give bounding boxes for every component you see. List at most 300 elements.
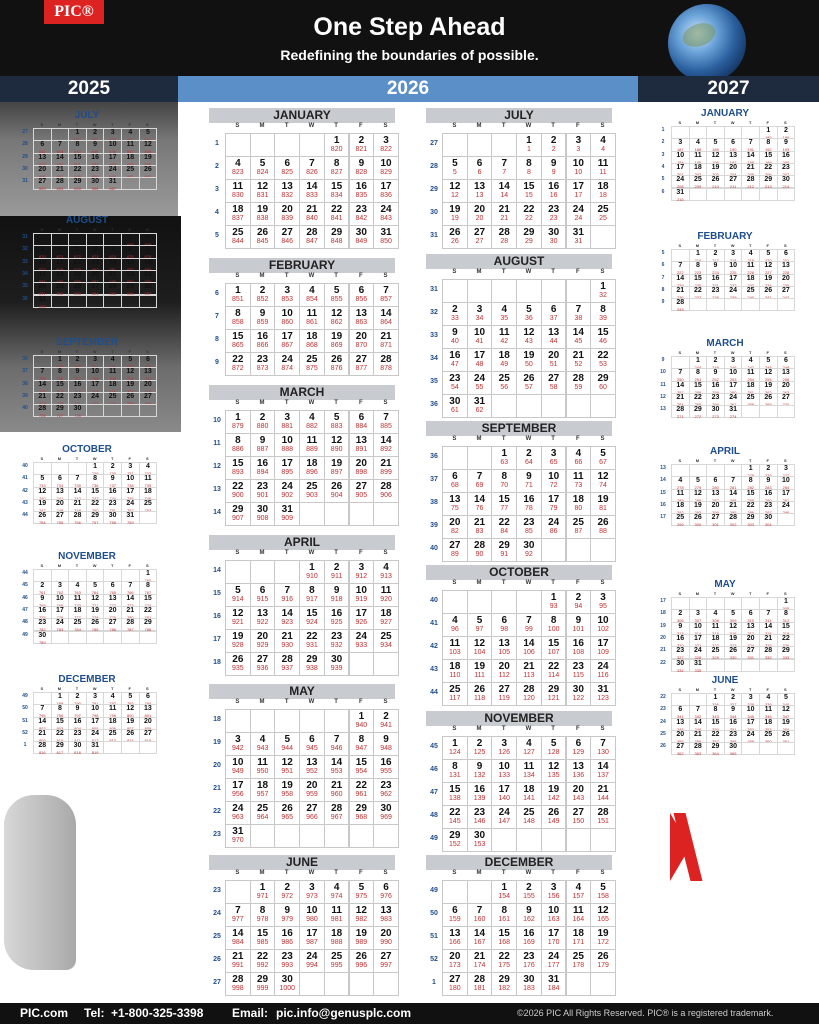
day-cell bbox=[491, 759, 517, 783]
day-cell bbox=[373, 824, 399, 848]
julian-day: 46 bbox=[599, 338, 607, 345]
weekday-header: S bbox=[452, 580, 457, 586]
day-number: 21 bbox=[498, 204, 510, 215]
day-cell bbox=[139, 245, 158, 258]
julian-day: 28 bbox=[500, 238, 509, 245]
day-number: 9 bbox=[383, 734, 389, 745]
day-cell bbox=[706, 464, 725, 477]
day-cell bbox=[759, 742, 778, 755]
day-cell bbox=[33, 282, 52, 295]
day-cell bbox=[103, 729, 122, 742]
day-cell bbox=[274, 903, 300, 927]
day-cell bbox=[274, 560, 300, 584]
julian-day: 142 bbox=[547, 795, 560, 802]
month-title: JANUARY bbox=[209, 108, 395, 123]
footer-tel[interactable]: +1-800-325-3398 bbox=[111, 1006, 204, 1020]
day-cell bbox=[121, 462, 140, 475]
weekday-header: F bbox=[358, 123, 363, 129]
julian-day: 139 bbox=[473, 795, 486, 802]
julian-day: 706 bbox=[56, 376, 64, 382]
julian-day: 884 bbox=[355, 423, 368, 430]
day-cell bbox=[250, 801, 276, 825]
day-cell bbox=[33, 153, 52, 166]
julian-day: 687 bbox=[91, 278, 99, 284]
julian-day: 170 bbox=[547, 939, 560, 946]
julian-day: 15 bbox=[525, 192, 533, 199]
julian-day: 97 bbox=[475, 626, 484, 633]
day-cell bbox=[516, 225, 542, 249]
weekday-header: S bbox=[235, 400, 240, 406]
day-cell bbox=[467, 302, 493, 326]
day-cell bbox=[68, 140, 87, 153]
julian-day: 747 bbox=[38, 507, 46, 513]
day-cell bbox=[33, 270, 52, 283]
day-number: 18 bbox=[143, 487, 152, 495]
month-title: MARCH bbox=[209, 385, 395, 400]
julian-day: 998 bbox=[232, 985, 244, 992]
day-cell bbox=[68, 367, 87, 380]
day-cell bbox=[324, 652, 350, 676]
julian-day: 949 bbox=[232, 768, 244, 775]
weekday-header: T bbox=[748, 687, 752, 692]
day-number: 25 bbox=[746, 393, 755, 401]
julian-day: 812 bbox=[91, 737, 99, 743]
julian-day: 755 bbox=[56, 520, 64, 526]
julian-day: 360 bbox=[764, 738, 772, 744]
day-number: 21 bbox=[55, 165, 64, 173]
julian-day: 309 bbox=[729, 618, 737, 624]
day-cell bbox=[467, 492, 493, 516]
day-number: 7 bbox=[235, 905, 241, 916]
julian-day: 853 bbox=[281, 296, 294, 303]
day-cell bbox=[86, 128, 105, 141]
julian-day: 659 bbox=[91, 173, 99, 179]
day-cell bbox=[103, 295, 122, 308]
day-cell bbox=[467, 903, 493, 927]
julian-day: 326 bbox=[782, 642, 790, 648]
day-number: 5 bbox=[333, 412, 340, 423]
julian-day: 771 bbox=[91, 602, 99, 608]
day-cell bbox=[671, 126, 690, 139]
day-number: 18 bbox=[572, 928, 584, 939]
day-cell bbox=[724, 489, 743, 502]
day-number: 3 bbox=[600, 592, 606, 603]
day-cell bbox=[516, 880, 542, 904]
julian-day: 813 bbox=[109, 737, 117, 743]
year-2026-label: 2026 bbox=[178, 76, 638, 102]
day-cell bbox=[777, 609, 796, 622]
day-number: 12 bbox=[38, 487, 47, 495]
julian-day: 876 bbox=[330, 365, 343, 372]
day-cell bbox=[86, 367, 105, 380]
footer-email[interactable]: pic.info@genusplc.com bbox=[276, 1006, 412, 1020]
julian-day: 722 bbox=[91, 400, 99, 406]
weekday-header: M bbox=[259, 400, 265, 406]
weekday-header: F bbox=[128, 227, 131, 232]
day-number: 18 bbox=[55, 270, 64, 278]
day-cell bbox=[491, 279, 517, 303]
day-cell bbox=[349, 801, 375, 825]
julian-day: 820 bbox=[330, 146, 343, 153]
julian-day: 123 bbox=[597, 695, 609, 702]
julian-day: 207 bbox=[782, 171, 790, 177]
julian-day: 150 bbox=[572, 818, 585, 825]
day-cell bbox=[274, 502, 300, 526]
day-number: 1 bbox=[695, 250, 700, 257]
day-number: 10 bbox=[473, 327, 486, 338]
day-number: 7 bbox=[695, 706, 700, 714]
julian-day: 665 bbox=[74, 186, 81, 192]
day-number: 29 bbox=[55, 405, 64, 413]
julian-day: 228 bbox=[782, 270, 790, 276]
earth-image bbox=[668, 4, 746, 76]
day-number: 7 bbox=[526, 615, 532, 626]
week-number: 29 bbox=[430, 185, 438, 193]
day-cell bbox=[324, 629, 350, 653]
day-cell bbox=[777, 163, 796, 176]
julian-day: 993 bbox=[281, 962, 294, 969]
footer-site-link[interactable]: PIC.com bbox=[20, 1006, 69, 1020]
day-cell bbox=[299, 629, 325, 653]
julian-day: 824 bbox=[256, 169, 269, 176]
day-number: 3 bbox=[110, 129, 115, 136]
weekday-header: S bbox=[383, 400, 388, 406]
day-cell bbox=[349, 156, 375, 180]
day-cell bbox=[86, 177, 105, 190]
day-number: 17 bbox=[55, 606, 64, 614]
day-cell bbox=[741, 705, 760, 718]
day-number: 10 bbox=[729, 369, 737, 377]
julian-day: 25 bbox=[599, 215, 607, 222]
day-cell bbox=[491, 348, 517, 372]
julian-day: 941 bbox=[380, 722, 392, 729]
day-cell bbox=[373, 880, 399, 904]
day-number: 18 bbox=[306, 458, 318, 469]
day-cell bbox=[516, 394, 542, 418]
day-cell bbox=[33, 355, 52, 368]
julian-day: 6 bbox=[477, 169, 482, 176]
day-cell bbox=[706, 175, 725, 188]
day-number: 2 bbox=[333, 562, 340, 573]
julian-day: 96 bbox=[450, 626, 459, 633]
weekday-header: M bbox=[259, 273, 265, 279]
julian-day: 322 bbox=[712, 642, 719, 648]
performance-script: Performance. bbox=[716, 865, 771, 876]
day-cell bbox=[250, 560, 276, 584]
weekday-header: T bbox=[501, 269, 506, 275]
day-cell bbox=[51, 487, 70, 500]
month-title: JULY bbox=[426, 108, 612, 123]
day-cell bbox=[274, 133, 300, 157]
day-cell bbox=[103, 511, 122, 524]
day-cell bbox=[51, 404, 70, 417]
weekday-header: M bbox=[57, 122, 62, 127]
julian-day: 226 bbox=[747, 270, 755, 276]
day-number: 13 bbox=[548, 327, 560, 338]
day-number: 23 bbox=[108, 499, 117, 507]
day-cell bbox=[706, 609, 725, 622]
julian-day: 808 bbox=[144, 725, 152, 731]
day-cell bbox=[724, 609, 743, 622]
day-cell bbox=[759, 188, 778, 201]
julian-day: 733 bbox=[38, 483, 46, 489]
week-number: 44 bbox=[22, 570, 28, 577]
day-number: 12 bbox=[73, 258, 82, 266]
day-number: 12 bbox=[711, 151, 720, 159]
week-number: 51 bbox=[22, 717, 28, 724]
julian-day: 705 bbox=[38, 376, 46, 382]
day-cell bbox=[724, 501, 743, 514]
day-number: 8 bbox=[57, 368, 62, 376]
julian-day: 788 bbox=[144, 627, 152, 633]
day-cell bbox=[566, 279, 592, 303]
weekday-header: F bbox=[128, 686, 131, 691]
day-number: 19 bbox=[331, 331, 343, 342]
day-number: 30 bbox=[572, 684, 584, 695]
day-number: 19 bbox=[597, 494, 609, 505]
day-number: 27 bbox=[781, 393, 790, 401]
day-cell bbox=[671, 718, 690, 731]
day-cell bbox=[86, 692, 105, 705]
month-title: MAY bbox=[714, 579, 736, 590]
day-number: 13 bbox=[781, 262, 790, 270]
day-number: 24 bbox=[548, 517, 560, 528]
day-number: 9 bbox=[145, 246, 150, 254]
day-number: 23 bbox=[380, 780, 392, 791]
day-cell bbox=[467, 682, 493, 706]
day-number: 16 bbox=[108, 487, 117, 495]
footer-copyright: ©2026 PIC All Rights Reserved. PIC® is a registered trademark. bbox=[517, 1008, 774, 1018]
day-number: 28 bbox=[473, 974, 486, 985]
julian-day: 717 bbox=[126, 388, 134, 394]
julian-day: 894 bbox=[256, 469, 269, 476]
day-cell bbox=[225, 456, 251, 480]
julian-day: 653 bbox=[109, 161, 117, 167]
day-cell bbox=[706, 151, 725, 164]
week-number: 5 bbox=[661, 250, 665, 257]
day-cell bbox=[349, 560, 375, 584]
day-number: 13 bbox=[449, 928, 461, 939]
day-number: 7 bbox=[501, 158, 508, 169]
day-cell bbox=[274, 606, 300, 630]
day-number: 6 bbox=[358, 412, 365, 423]
julian-day: 913 bbox=[380, 573, 392, 580]
day-cell bbox=[741, 476, 760, 489]
day-cell bbox=[324, 583, 350, 607]
day-cell bbox=[541, 156, 567, 180]
day-number: 25 bbox=[232, 227, 244, 238]
day-cell bbox=[349, 755, 375, 779]
day-cell bbox=[566, 492, 592, 516]
weekday-header: T bbox=[713, 458, 717, 463]
day-number: 3 bbox=[57, 582, 62, 590]
day-number: 30 bbox=[256, 504, 269, 515]
julian-day: 91 bbox=[500, 551, 509, 558]
day-number: 10 bbox=[91, 705, 99, 713]
week-number: 47 bbox=[22, 607, 28, 614]
day-cell bbox=[467, 515, 493, 539]
day-number: 3 bbox=[550, 882, 557, 893]
julian-day: 8 bbox=[526, 169, 531, 176]
day-number: 26 bbox=[38, 512, 47, 520]
julian-day: 931 bbox=[306, 642, 318, 649]
julian-day: 769 bbox=[56, 602, 64, 608]
day-cell bbox=[373, 179, 399, 203]
day-cell bbox=[299, 583, 325, 607]
julian-day: 842 bbox=[355, 215, 368, 222]
day-cell bbox=[491, 782, 517, 806]
day-cell bbox=[724, 274, 743, 287]
week-number: 10 bbox=[213, 416, 221, 424]
julian-day: 337 bbox=[729, 702, 737, 707]
day-cell bbox=[86, 581, 105, 594]
day-cell bbox=[225, 880, 251, 904]
week-number: 8 bbox=[661, 287, 665, 294]
weekday-header: S bbox=[452, 436, 457, 442]
julian-day: 294 bbox=[712, 509, 719, 515]
day-cell bbox=[689, 249, 708, 262]
day-cell bbox=[121, 367, 140, 380]
weekday-header: W bbox=[730, 458, 735, 463]
julian-day: 352 bbox=[747, 726, 755, 732]
julian-day: 915 bbox=[256, 596, 269, 603]
day-number: 18 bbox=[126, 153, 135, 161]
julian-day: 127 bbox=[523, 749, 535, 756]
week-number: 3 bbox=[215, 185, 219, 193]
day-number: 21 bbox=[380, 331, 392, 342]
day-number: 26 bbox=[781, 730, 790, 738]
day-cell bbox=[274, 824, 300, 848]
day-cell bbox=[373, 949, 399, 973]
julian-day: 104 bbox=[473, 649, 486, 656]
day-number: 15 bbox=[498, 494, 510, 505]
day-cell bbox=[324, 225, 350, 249]
day-cell bbox=[121, 618, 140, 631]
julian-day: 299 bbox=[676, 522, 684, 528]
day-cell bbox=[671, 634, 690, 647]
julian-day: 754 bbox=[38, 520, 46, 526]
day-cell bbox=[121, 165, 140, 178]
julian-day: 651 bbox=[74, 161, 81, 167]
day-number: 28 bbox=[38, 405, 47, 413]
day-number: 4 bbox=[766, 694, 771, 701]
day-number: 6 bbox=[452, 905, 458, 916]
day-cell bbox=[349, 583, 375, 607]
weekday-header: F bbox=[575, 436, 580, 442]
julian-day: 935 bbox=[232, 665, 244, 672]
day-number: 17 bbox=[729, 274, 737, 282]
day-number: 8 bbox=[235, 435, 241, 446]
day-number: 6 bbox=[731, 139, 736, 147]
julian-day: 764 bbox=[91, 590, 99, 596]
day-number: 12 bbox=[473, 638, 486, 649]
day-cell bbox=[139, 270, 158, 283]
weekday-header: M bbox=[476, 269, 482, 275]
julian-day: 865 bbox=[232, 342, 244, 349]
day-number: 16 bbox=[355, 181, 367, 192]
julian-day: 658 bbox=[74, 173, 81, 179]
day-cell bbox=[442, 805, 468, 829]
day-cell bbox=[299, 880, 325, 904]
day-cell bbox=[274, 583, 300, 607]
day-number: 22 bbox=[523, 204, 535, 215]
day-cell bbox=[590, 659, 616, 683]
day-cell bbox=[491, 394, 517, 418]
weekday-header: S bbox=[678, 591, 682, 596]
julian-day: 183 bbox=[523, 985, 535, 992]
day-number: 5 bbox=[358, 882, 365, 893]
day-number: 2 bbox=[783, 127, 788, 134]
day-number: 8 bbox=[309, 585, 315, 596]
julian-day: 361 bbox=[782, 738, 790, 744]
day-number: 14 bbox=[38, 717, 47, 725]
day-number: 25 bbox=[498, 373, 510, 384]
julian-day: 33 bbox=[450, 315, 459, 322]
day-cell bbox=[741, 489, 760, 502]
day-number: 25 bbox=[126, 165, 135, 173]
day-number: 3 bbox=[678, 139, 683, 147]
day-number: 18 bbox=[523, 784, 535, 795]
julian-day: 896 bbox=[306, 469, 318, 476]
day-number: 14 bbox=[232, 928, 244, 939]
week-number: 25 bbox=[660, 731, 666, 738]
weekday-header: T bbox=[334, 400, 338, 406]
day-cell bbox=[349, 949, 375, 973]
julian-day: 759 bbox=[126, 520, 134, 526]
julian-day: 14 bbox=[500, 192, 509, 199]
julian-day: 698 bbox=[38, 303, 46, 309]
weekday-header: S bbox=[146, 563, 149, 568]
day-cell bbox=[442, 736, 468, 760]
day-number: 9 bbox=[731, 706, 736, 714]
day-cell bbox=[442, 302, 468, 326]
day-number: 11 bbox=[126, 141, 134, 149]
julian-day: 74 bbox=[599, 482, 607, 489]
day-number: 1 bbox=[57, 356, 62, 363]
day-cell bbox=[103, 606, 122, 619]
day-cell bbox=[324, 801, 350, 825]
weekday-header: T bbox=[110, 349, 114, 354]
day-cell bbox=[250, 583, 276, 607]
julian-day: 800 bbox=[126, 713, 134, 719]
day-cell bbox=[349, 629, 375, 653]
day-cell bbox=[299, 778, 325, 802]
julian-day: 293 bbox=[694, 509, 702, 515]
julian-day: 740 bbox=[38, 495, 46, 501]
day-cell bbox=[68, 569, 87, 582]
day-number: 22 bbox=[764, 163, 773, 171]
day-number: 21 bbox=[126, 606, 135, 614]
day-cell bbox=[777, 356, 796, 369]
julian-day: 782 bbox=[38, 627, 46, 633]
astronaut-boot-image bbox=[4, 795, 76, 970]
weekday-header: F bbox=[128, 122, 131, 127]
julian-day: 252 bbox=[712, 377, 719, 383]
day-number: 16 bbox=[38, 606, 47, 614]
julian-day: 312 bbox=[782, 618, 790, 624]
julian-day: 821 bbox=[355, 146, 368, 153]
julian-day: 152 bbox=[449, 841, 461, 848]
day-number: 22 bbox=[597, 350, 609, 361]
day-number: 28 bbox=[281, 654, 293, 665]
day-number: 30 bbox=[73, 405, 82, 413]
day-cell bbox=[442, 949, 468, 973]
day-cell bbox=[706, 393, 725, 406]
day-cell bbox=[741, 188, 760, 201]
day-cell bbox=[68, 594, 87, 607]
julian-day: 242 bbox=[782, 294, 790, 300]
day-cell bbox=[442, 682, 468, 706]
